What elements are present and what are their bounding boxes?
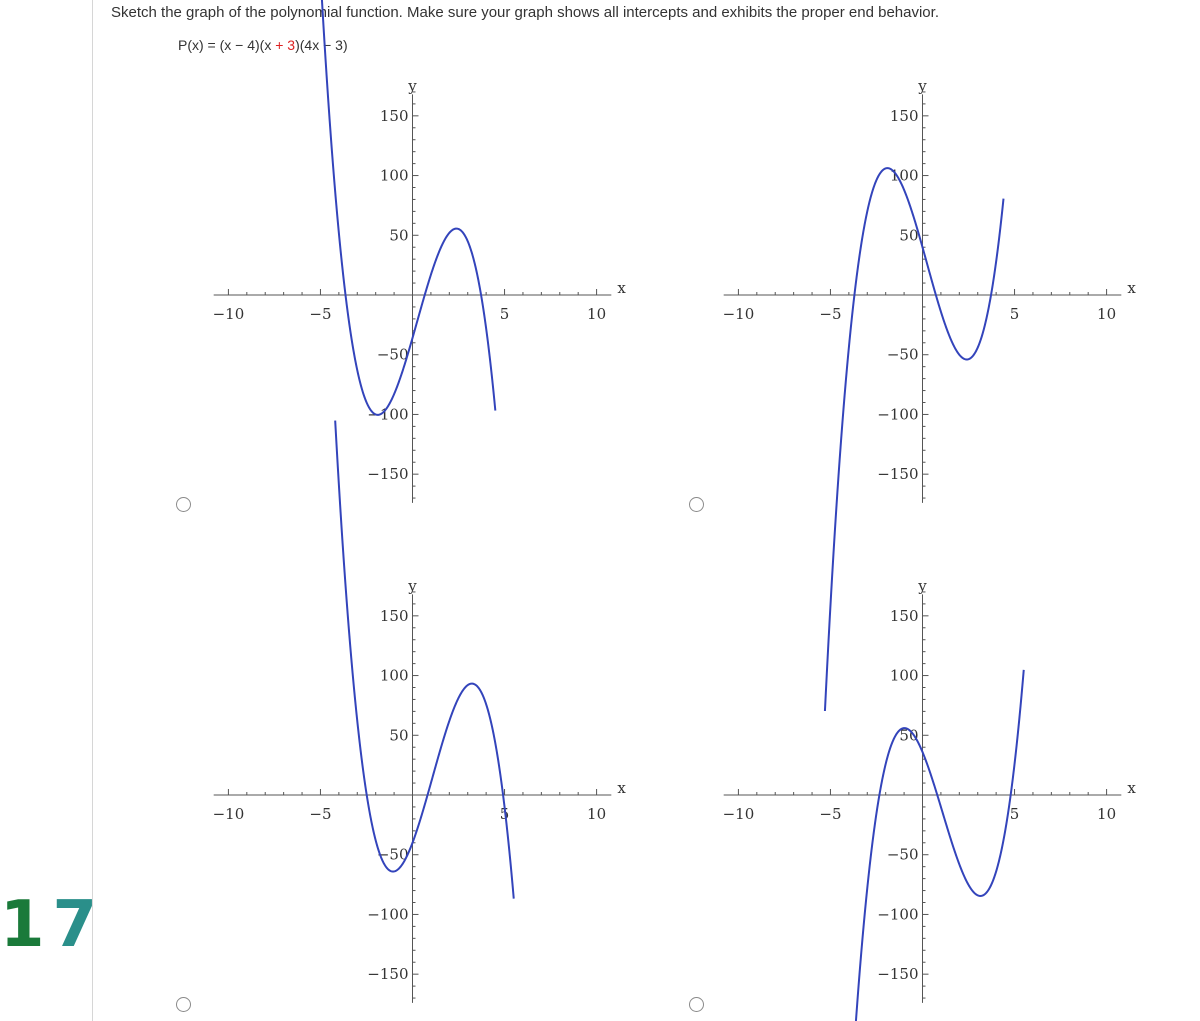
y-tick-label: 150 [379,106,409,125]
graph-option-b [705,70,1145,515]
y-tick-label: 100 [379,166,409,185]
y-tick-label: 100 [379,666,409,685]
x-tick-label: −10 [722,305,755,323]
y-axis-label: y [408,77,417,95]
y-tick-label: −50 [376,345,409,364]
x-tick-label: −10 [212,305,245,323]
y-tick-label: 50 [389,226,409,245]
y-tick-label: −150 [877,965,919,984]
y-tick-label: −100 [877,405,919,424]
y-tick-label: −50 [376,845,409,864]
y-tick-label: −50 [886,845,919,864]
y-tick-label: −100 [367,405,409,424]
x-axis-label: x [1127,279,1136,297]
y-tick-label: 150 [889,606,919,625]
y-axis-label: y [918,77,927,95]
y-tick-label: −150 [367,965,409,984]
radio-option-c[interactable] [176,997,191,1012]
y-axis-label: y [918,577,927,595]
radio-option-a[interactable] [176,497,191,512]
x-axis-label: x [1127,779,1136,797]
x-tick-label: −5 [819,805,842,823]
y-tick-label: −100 [877,905,919,924]
x-axis-label: x [617,779,626,797]
x-tick-label: −5 [309,305,332,323]
x-tick-label: −10 [212,805,245,823]
formula-part-1: P(x) = (x − 4)(x [178,37,276,53]
y-tick-label: 50 [389,726,409,745]
y-tick-label: −100 [367,905,409,924]
graph-option-c [195,570,635,1015]
handwritten-digit-seven: 7 [52,888,106,962]
y-axis-label: y [408,577,417,595]
handwritten-digit-one: 1 [0,888,53,962]
y-tick-label: 150 [379,606,409,625]
polynomial-formula [178,37,348,53]
y-tick-label: −150 [877,465,919,484]
formula-part-2-highlight: + 3 [275,37,296,53]
x-tick-label: 10 [587,805,607,823]
x-tick-label: 10 [1097,805,1117,823]
y-tick-label: 150 [889,106,919,125]
question-instruction: Sketch the graph of the polynomial function. Make sure your graph shows all intercepts and exhibits the proper end behavior. [111,4,939,21]
handwritten-note [0,888,105,962]
content-left-border [92,0,93,1021]
y-tick-label: 50 [899,226,919,245]
polynomial-curve [845,670,1024,1021]
y-tick-label: 100 [889,666,919,685]
x-tick-label: 5 [499,805,510,823]
x-tick-label: 10 [587,305,607,323]
radio-option-d[interactable] [689,997,704,1012]
y-tick-label: 100 [889,166,919,185]
y-tick-label: −150 [367,465,409,484]
radio-option-b[interactable] [689,497,704,512]
graph-option-d [705,570,1145,1015]
y-tick-label: 50 [899,726,919,745]
x-tick-label: −5 [309,805,332,823]
x-tick-label: −10 [722,805,755,823]
formula-part-3: )(4x − 3) [295,37,348,53]
x-tick-label: 5 [1009,305,1020,323]
x-axis-label: x [617,279,626,297]
graph-option-a [195,70,635,515]
y-tick-label: −50 [886,345,919,364]
x-tick-label: 5 [1009,805,1020,823]
x-tick-label: −5 [819,305,842,323]
x-tick-label: 5 [499,305,510,323]
x-tick-label: 10 [1097,305,1117,323]
